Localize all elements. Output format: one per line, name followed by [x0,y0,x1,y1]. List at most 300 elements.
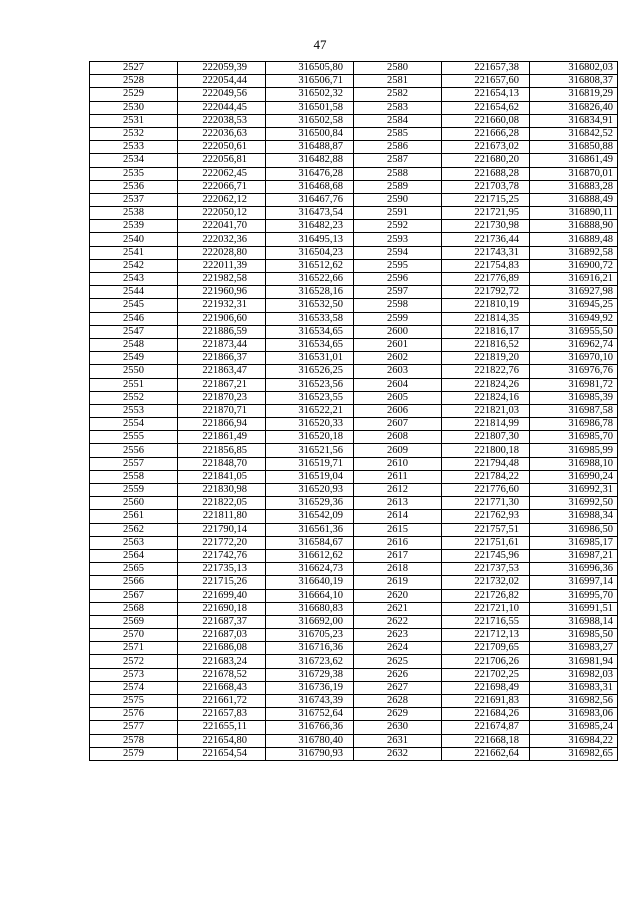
y-coordinate-cell: 316780,40 [266,734,354,747]
y-coordinate-cell: 316692,00 [266,615,354,628]
table-row [90,154,618,167]
point-number-cell: 2632 [354,747,442,760]
table-row [90,141,618,154]
x-coordinate-cell: 221657,38 [442,62,530,75]
table-row [90,484,618,497]
y-coordinate-cell: 316473,54 [266,207,354,220]
y-coordinate-cell: 316520,93 [266,484,354,497]
y-coordinate-cell: 316888,90 [530,220,618,233]
y-coordinate-cell: 316945,25 [530,299,618,312]
table-row [90,365,618,378]
point-number-cell: 2584 [354,114,442,127]
x-coordinate-cell: 221715,26 [178,576,266,589]
y-coordinate-cell: 316561,36 [266,523,354,536]
point-number-cell: 2587 [354,154,442,167]
table-row [90,352,618,365]
x-coordinate-cell: 222011,39 [178,259,266,272]
x-coordinate-cell: 221680,20 [442,154,530,167]
y-coordinate-cell: 316531,01 [266,352,354,365]
table-row [90,391,618,404]
table-row [90,273,618,286]
y-coordinate-cell: 316521,56 [266,444,354,457]
y-coordinate-cell: 316500,84 [266,127,354,140]
x-coordinate-cell: 221688,28 [442,167,530,180]
point-number-cell: 2614 [354,510,442,523]
x-coordinate-cell: 221816,52 [442,338,530,351]
point-number-cell: 2579 [90,747,178,760]
y-coordinate-cell: 316983,27 [530,642,618,655]
y-coordinate-cell: 316984,22 [530,734,618,747]
x-coordinate-cell: 221684,26 [442,708,530,721]
y-coordinate-cell: 316842,52 [530,127,618,140]
x-coordinate-cell: 221721,10 [442,602,530,615]
y-coordinate-cell: 316488,87 [266,141,354,154]
y-coordinate-cell: 316612,62 [266,549,354,562]
point-number-cell: 2553 [90,404,178,417]
point-number-cell: 2623 [354,629,442,642]
point-number-cell: 2535 [90,167,178,180]
x-coordinate-cell: 222062,12 [178,193,266,206]
table-row [90,75,618,88]
y-coordinate-cell: 316970,10 [530,352,618,365]
x-coordinate-cell: 221654,62 [442,101,530,114]
point-number-cell: 2541 [90,246,178,259]
table-row [90,312,618,325]
point-number-cell: 2608 [354,431,442,444]
x-coordinate-cell: 221822,76 [442,365,530,378]
y-coordinate-cell: 316584,67 [266,536,354,549]
x-coordinate-cell: 221668,43 [178,681,266,694]
x-coordinate-cell: 221784,22 [442,470,530,483]
point-number-cell: 2542 [90,259,178,272]
point-number-cell: 2537 [90,193,178,206]
y-coordinate-cell: 316982,03 [530,668,618,681]
table-row [90,470,618,483]
table-row [90,286,618,299]
x-coordinate-cell: 221762,93 [442,510,530,523]
y-coordinate-cell: 316991,51 [530,602,618,615]
x-coordinate-cell: 222044,45 [178,101,266,114]
point-number-cell: 2590 [354,193,442,206]
table-row [90,207,618,220]
y-coordinate-cell: 316992,50 [530,497,618,510]
table-row [90,747,618,760]
table-row [90,457,618,470]
table-row [90,88,618,101]
point-number-cell: 2589 [354,180,442,193]
x-coordinate-cell: 221816,17 [442,325,530,338]
x-coordinate-cell: 221716,55 [442,615,530,628]
y-coordinate-cell: 316949,92 [530,312,618,325]
x-coordinate-cell: 221982,58 [178,273,266,286]
x-coordinate-cell: 221848,70 [178,457,266,470]
table-row [90,497,618,510]
point-number-cell: 2588 [354,167,442,180]
x-coordinate-cell: 221732,02 [442,576,530,589]
point-number-cell: 2569 [90,615,178,628]
table-row [90,734,618,747]
table-row [90,602,618,615]
table-row [90,629,618,642]
y-coordinate-cell: 316819,29 [530,88,618,101]
x-coordinate-cell: 221674,87 [442,721,530,734]
y-coordinate-cell: 316890,11 [530,207,618,220]
point-number-cell: 2596 [354,273,442,286]
table-row [90,695,618,708]
y-coordinate-cell: 316982,65 [530,747,618,760]
point-number-cell: 2620 [354,589,442,602]
point-number-cell: 2573 [90,668,178,681]
y-coordinate-cell: 316995,70 [530,589,618,602]
point-number-cell: 2564 [90,549,178,562]
y-coordinate-cell: 316988,14 [530,615,618,628]
point-number-cell: 2547 [90,325,178,338]
y-coordinate-cell: 316992,31 [530,484,618,497]
point-number-cell: 2540 [90,233,178,246]
y-coordinate-cell: 316520,33 [266,418,354,431]
y-coordinate-cell: 316716,36 [266,642,354,655]
y-coordinate-cell: 316802,03 [530,62,618,75]
x-coordinate-cell: 221698,49 [442,681,530,694]
point-number-cell: 2539 [90,220,178,233]
y-coordinate-cell: 316664,10 [266,589,354,602]
x-coordinate-cell: 221776,60 [442,484,530,497]
y-coordinate-cell: 316826,40 [530,101,618,114]
table-row [90,101,618,114]
y-coordinate-cell: 316736,19 [266,681,354,694]
table-row [90,246,618,259]
x-coordinate-cell: 221861,49 [178,431,266,444]
y-coordinate-cell: 316528,16 [266,286,354,299]
y-coordinate-cell: 316981,94 [530,655,618,668]
y-coordinate-cell: 316680,83 [266,602,354,615]
x-coordinate-cell: 221735,13 [178,563,266,576]
x-coordinate-cell: 221886,59 [178,325,266,338]
page-number: 47 [313,37,327,52]
point-number-cell: 2609 [354,444,442,457]
point-number-cell: 2615 [354,523,442,536]
y-coordinate-cell: 316505,80 [266,62,354,75]
table-row [90,642,618,655]
point-number-cell: 2594 [354,246,442,259]
x-coordinate-cell: 221745,96 [442,549,530,562]
y-coordinate-cell: 316976,76 [530,365,618,378]
y-coordinate-cell: 316870,01 [530,167,618,180]
table-row [90,180,618,193]
point-number-cell: 2534 [90,154,178,167]
point-number-cell: 2563 [90,536,178,549]
y-coordinate-cell: 316520,18 [266,431,354,444]
x-coordinate-cell: 221811,80 [178,510,266,523]
x-coordinate-cell: 221706,26 [442,655,530,668]
x-coordinate-cell: 221654,54 [178,747,266,760]
table-row [90,418,618,431]
y-coordinate-cell: 316502,58 [266,114,354,127]
y-coordinate-cell: 316987,21 [530,549,618,562]
y-coordinate-cell: 316985,24 [530,721,618,734]
point-number-cell: 2613 [354,497,442,510]
table-row [90,615,618,628]
x-coordinate-cell: 221737,53 [442,563,530,576]
y-coordinate-cell: 316519,04 [266,470,354,483]
y-coordinate-cell: 316983,31 [530,681,618,694]
point-number-cell: 2529 [90,88,178,101]
point-number-cell: 2617 [354,549,442,562]
x-coordinate-cell: 221709,65 [442,642,530,655]
x-coordinate-cell: 221687,37 [178,615,266,628]
y-coordinate-cell: 316482,88 [266,154,354,167]
point-number-cell: 2528 [90,75,178,88]
x-coordinate-cell: 221821,03 [442,404,530,417]
point-number-cell: 2533 [90,141,178,154]
y-coordinate-cell: 316990,24 [530,470,618,483]
point-number-cell: 2630 [354,721,442,734]
y-coordinate-cell: 316986,78 [530,418,618,431]
point-number-cell: 2605 [354,391,442,404]
y-coordinate-cell: 316534,65 [266,338,354,351]
x-coordinate-cell: 221699,40 [178,589,266,602]
table-row [90,127,618,140]
x-coordinate-cell: 222062,45 [178,167,266,180]
y-coordinate-cell: 316962,74 [530,338,618,351]
point-number-cell: 2602 [354,352,442,365]
y-coordinate-cell: 316988,10 [530,457,618,470]
x-coordinate-cell: 221683,24 [178,655,266,668]
table-row [90,378,618,391]
table-row [90,510,618,523]
x-coordinate-cell: 221870,71 [178,404,266,417]
y-coordinate-cell: 316996,36 [530,563,618,576]
point-number-cell: 2592 [354,220,442,233]
y-coordinate-cell: 316889,48 [530,233,618,246]
x-coordinate-cell: 221657,60 [442,75,530,88]
y-coordinate-cell: 316987,58 [530,404,618,417]
x-coordinate-cell: 221772,20 [178,536,266,549]
x-coordinate-cell: 222032,36 [178,233,266,246]
point-number-cell: 2603 [354,365,442,378]
y-coordinate-cell: 316542,09 [266,510,354,523]
x-coordinate-cell: 222056,81 [178,154,266,167]
x-coordinate-cell: 221906,60 [178,312,266,325]
y-coordinate-cell: 316526,25 [266,365,354,378]
y-coordinate-cell: 316834,91 [530,114,618,127]
x-coordinate-cell: 221790,14 [178,523,266,536]
x-coordinate-cell: 221712,13 [442,629,530,642]
x-coordinate-cell: 221867,21 [178,378,266,391]
x-coordinate-cell: 221660,08 [442,114,530,127]
y-coordinate-cell: 316982,56 [530,695,618,708]
x-coordinate-cell: 221841,05 [178,470,266,483]
x-coordinate-cell: 221687,03 [178,629,266,642]
y-coordinate-cell: 316892,58 [530,246,618,259]
point-number-cell: 2628 [354,695,442,708]
x-coordinate-cell: 221666,28 [442,127,530,140]
point-number-cell: 2572 [90,655,178,668]
y-coordinate-cell: 316981,72 [530,378,618,391]
y-coordinate-cell: 316522,66 [266,273,354,286]
point-number-cell: 2599 [354,312,442,325]
point-number-cell: 2625 [354,655,442,668]
table-row [90,259,618,272]
table-row [90,220,618,233]
table-row [90,589,618,602]
x-coordinate-cell: 221730,98 [442,220,530,233]
table-row [90,563,618,576]
point-number-cell: 2580 [354,62,442,75]
y-coordinate-cell: 316506,71 [266,75,354,88]
x-coordinate-cell: 221807,30 [442,431,530,444]
x-coordinate-cell: 221654,13 [442,88,530,101]
x-coordinate-cell: 221690,18 [178,602,266,615]
table-row [90,655,618,668]
y-coordinate-cell: 316482,23 [266,220,354,233]
x-coordinate-cell: 221742,76 [178,549,266,562]
x-coordinate-cell: 221662,64 [442,747,530,760]
y-coordinate-cell: 316468,68 [266,180,354,193]
y-coordinate-cell: 316523,56 [266,378,354,391]
x-coordinate-cell: 221960,96 [178,286,266,299]
point-number-cell: 2554 [90,418,178,431]
y-coordinate-cell: 316752,64 [266,708,354,721]
y-coordinate-cell: 316523,55 [266,391,354,404]
point-number-cell: 2621 [354,602,442,615]
table-row [90,444,618,457]
y-coordinate-cell: 316985,70 [530,431,618,444]
x-coordinate-cell: 222041,70 [178,220,266,233]
point-number-cell: 2565 [90,563,178,576]
point-number-cell: 2600 [354,325,442,338]
y-coordinate-cell: 316766,36 [266,721,354,734]
point-number-cell: 2562 [90,523,178,536]
y-coordinate-cell: 316501,58 [266,101,354,114]
point-number-cell: 2593 [354,233,442,246]
point-number-cell: 2577 [90,721,178,734]
x-coordinate-cell: 221736,44 [442,233,530,246]
x-coordinate-cell: 222054,44 [178,75,266,88]
x-coordinate-cell: 222028,80 [178,246,266,259]
point-number-cell: 2581 [354,75,442,88]
point-number-cell: 2551 [90,378,178,391]
x-coordinate-cell: 221703,78 [442,180,530,193]
y-coordinate-cell: 316985,39 [530,391,618,404]
x-coordinate-cell: 222066,71 [178,180,266,193]
y-coordinate-cell: 316640,19 [266,576,354,589]
x-coordinate-cell: 221776,89 [442,273,530,286]
y-coordinate-cell: 316900,72 [530,259,618,272]
point-number-cell: 2567 [90,589,178,602]
point-number-cell: 2578 [90,734,178,747]
point-number-cell: 2550 [90,365,178,378]
x-coordinate-cell: 221810,19 [442,299,530,312]
coordinates-table [89,61,618,761]
point-number-cell: 2612 [354,484,442,497]
point-number-cell: 2559 [90,484,178,497]
y-coordinate-cell: 316529,36 [266,497,354,510]
point-number-cell: 2546 [90,312,178,325]
point-number-cell: 2610 [354,457,442,470]
x-coordinate-cell: 221691,83 [442,695,530,708]
point-number-cell: 2591 [354,207,442,220]
y-coordinate-cell: 316927,98 [530,286,618,299]
y-coordinate-cell: 316476,28 [266,167,354,180]
x-coordinate-cell: 221721,95 [442,207,530,220]
table-row [90,431,618,444]
point-number-cell: 2604 [354,378,442,391]
y-coordinate-cell: 316495,13 [266,233,354,246]
point-number-cell: 2552 [90,391,178,404]
point-number-cell: 2557 [90,457,178,470]
y-coordinate-cell: 316502,32 [266,88,354,101]
point-number-cell: 2532 [90,127,178,140]
x-coordinate-cell: 221743,31 [442,246,530,259]
point-number-cell: 2560 [90,497,178,510]
table-row [90,536,618,549]
point-number-cell: 2555 [90,431,178,444]
y-coordinate-cell: 316624,73 [266,563,354,576]
point-number-cell: 2549 [90,352,178,365]
point-number-cell: 2574 [90,681,178,694]
x-coordinate-cell: 221814,35 [442,312,530,325]
y-coordinate-cell: 316861,49 [530,154,618,167]
x-coordinate-cell: 222050,12 [178,207,266,220]
table-row [90,681,618,694]
x-coordinate-cell: 221657,83 [178,708,266,721]
y-coordinate-cell: 316467,76 [266,193,354,206]
x-coordinate-cell: 221870,23 [178,391,266,404]
x-coordinate-cell: 221800,18 [442,444,530,457]
x-coordinate-cell: 221686,08 [178,642,266,655]
point-number-cell: 2606 [354,404,442,417]
point-number-cell: 2598 [354,299,442,312]
x-coordinate-cell: 221771,30 [442,497,530,510]
point-number-cell: 2611 [354,470,442,483]
x-coordinate-cell: 221873,44 [178,338,266,351]
point-number-cell: 2568 [90,602,178,615]
x-coordinate-cell: 221655,11 [178,721,266,734]
x-coordinate-cell: 222038,53 [178,114,266,127]
x-coordinate-cell: 221751,61 [442,536,530,549]
y-coordinate-cell: 316883,28 [530,180,618,193]
y-coordinate-cell: 316705,23 [266,629,354,642]
y-coordinate-cell: 316522,21 [266,404,354,417]
y-coordinate-cell: 316790,93 [266,747,354,760]
y-coordinate-cell: 316533,58 [266,312,354,325]
y-coordinate-cell: 316985,50 [530,629,618,642]
y-coordinate-cell: 316850,88 [530,141,618,154]
x-coordinate-cell: 221715,25 [442,193,530,206]
point-number-cell: 2627 [354,681,442,694]
table-row [90,338,618,351]
y-coordinate-cell: 316988,34 [530,510,618,523]
point-number-cell: 2571 [90,642,178,655]
y-coordinate-cell: 316504,23 [266,246,354,259]
point-number-cell: 2616 [354,536,442,549]
y-coordinate-cell: 316808,37 [530,75,618,88]
x-coordinate-cell: 221824,26 [442,378,530,391]
point-number-cell: 2586 [354,141,442,154]
x-coordinate-cell: 221661,72 [178,695,266,708]
y-coordinate-cell: 316986,50 [530,523,618,536]
point-number-cell: 2631 [354,734,442,747]
y-coordinate-cell: 316955,50 [530,325,618,338]
y-coordinate-cell: 316997,14 [530,576,618,589]
point-number-cell: 2543 [90,273,178,286]
point-number-cell: 2558 [90,470,178,483]
point-number-cell: 2544 [90,286,178,299]
point-number-cell: 2622 [354,615,442,628]
x-coordinate-cell: 222036,63 [178,127,266,140]
point-number-cell: 2527 [90,62,178,75]
